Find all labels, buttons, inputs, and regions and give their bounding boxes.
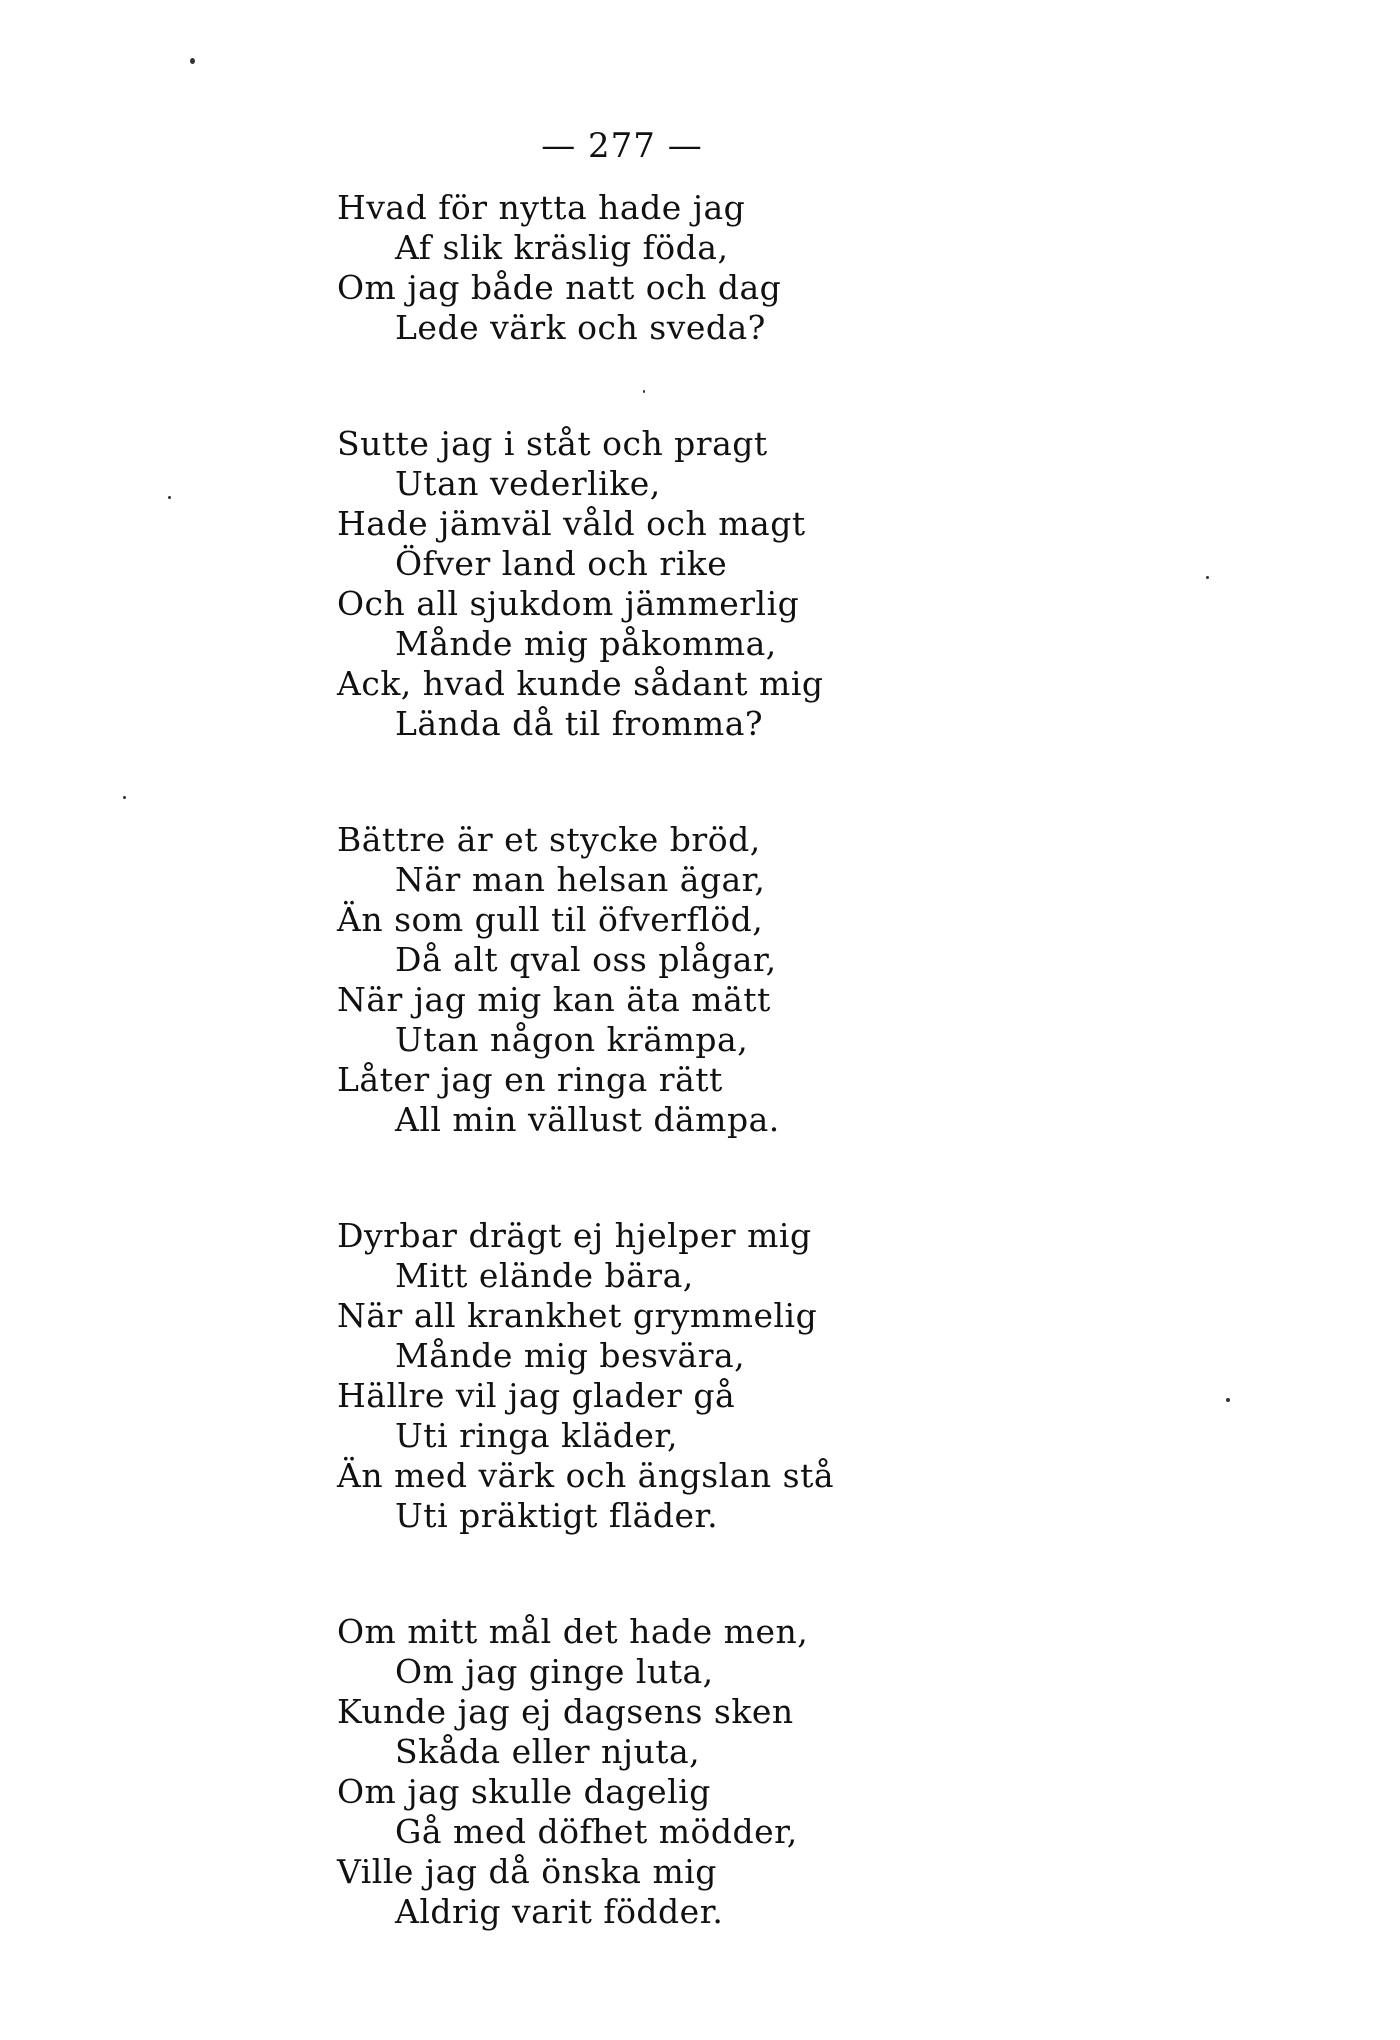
stanza [337, 1612, 897, 1932]
verse-line: Hvad för nytta hade jag [337, 188, 746, 227]
verse-line: Af slik kräslig föda, [395, 228, 729, 267]
verse-line: Dyrbar drägt ej hjelper mig [337, 1216, 812, 1255]
verse-line: När man helsan ägar, [395, 860, 766, 899]
stanza [337, 820, 897, 1140]
verse-line: Bättre är et stycke bröd, [337, 820, 761, 859]
print-speck [1226, 1398, 1230, 1402]
poem [337, 188, 897, 2008]
verse-line: Hade jämväl våld och magt [337, 504, 806, 543]
stanza [337, 188, 897, 348]
verse-line: Låter jag en ringa rätt [337, 1060, 723, 1099]
verse-line: Lede värk och sveda? [395, 308, 766, 347]
print-speck [190, 58, 195, 64]
verse-line: Om jag skulle dagelig [337, 1772, 711, 1811]
stanza [337, 424, 897, 744]
verse-line: Än som gull til öfverflöd, [337, 900, 764, 939]
page-number: — 277 — [541, 126, 703, 166]
verse-line: Ack, hvad kunde sådant mig [337, 664, 824, 703]
verse-line: Öfver land och rike [395, 544, 728, 583]
verse-line: Än med värk och ängslan stå [337, 1456, 835, 1495]
verse-line: Utan någon krämpa, [395, 1020, 749, 1059]
verse-line: Uti präktigt fläder. [395, 1496, 719, 1535]
print-speck [123, 796, 126, 799]
verse-line: Månde mig påkomma, [395, 624, 777, 663]
verse-line: När all krankhet grymmelig [337, 1296, 818, 1335]
verse-line: Skåda eller njuta, [395, 1732, 701, 1771]
verse-line: Hällre vil jag glader gå [337, 1376, 736, 1415]
verse-line: Och all sjukdom jämmerlig [337, 584, 800, 623]
verse-line: Om jag både natt och dag [337, 268, 782, 307]
verse-line: När jag mig kan äta mätt [337, 980, 771, 1019]
verse-line: Om jag ginge luta, [395, 1652, 714, 1691]
verse-line: Månde mig besvära, [395, 1336, 746, 1375]
verse-line: All min vällust dämpa. [395, 1100, 780, 1139]
verse-line: Aldrig varit födder. [395, 1892, 724, 1931]
verse-line: Mitt elände bära, [395, 1256, 694, 1295]
verse-line: Om mitt mål det hade men, [337, 1612, 809, 1651]
verse-line: Då alt qval oss plågar, [395, 940, 777, 979]
verse-line: Gå med döfhet mödder, [395, 1812, 798, 1851]
stanza [337, 1216, 897, 1536]
print-speck [1206, 576, 1209, 579]
verse-line: Uti ringa kläder, [395, 1416, 679, 1455]
verse-line: Ville jag då önska mig [337, 1852, 717, 1891]
verse-line: Utan vederlike, [395, 464, 661, 503]
verse-line: Sutte jag i ståt och pragt [337, 424, 768, 463]
print-speck [168, 496, 171, 499]
verse-line: Kunde jag ej dagsens sken [337, 1692, 794, 1731]
verse-line: Lända då til fromma? [395, 704, 764, 743]
